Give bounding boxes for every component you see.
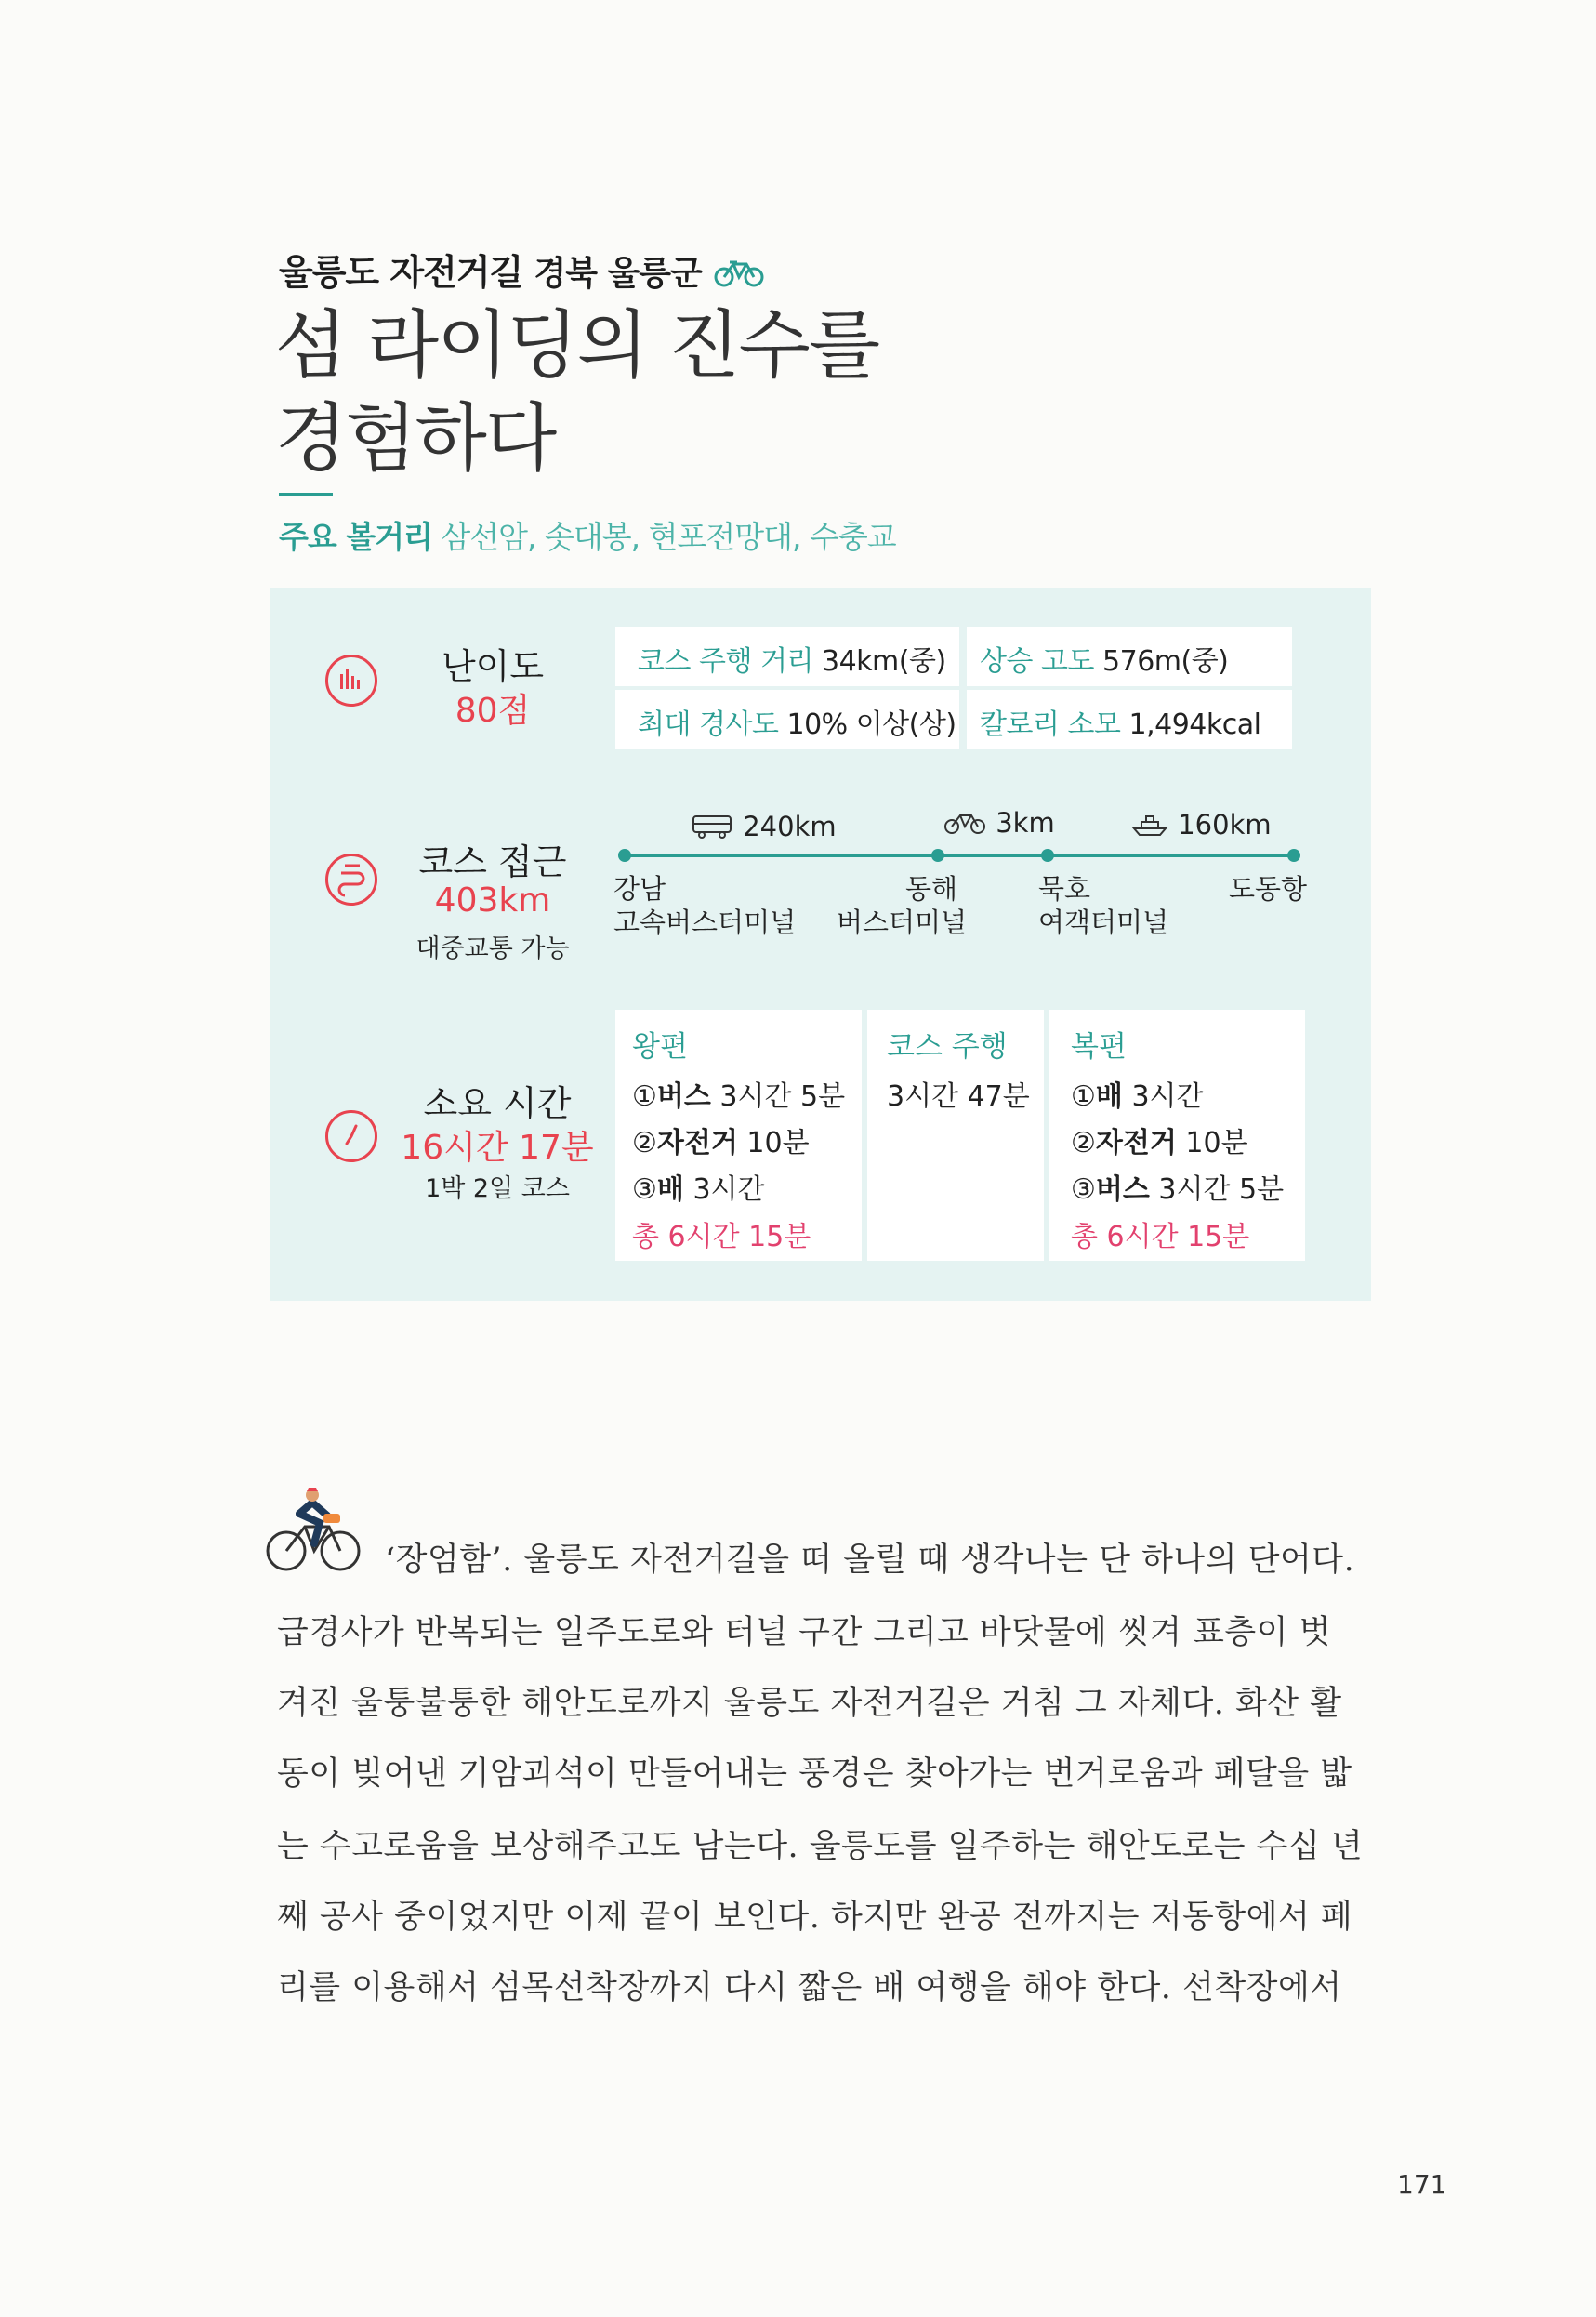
route-region: 경북 울릉군 — [534, 255, 702, 293]
body-line: 급경사가 반복되는 일주도로와 터널 구간 그리고 바닷물에 씻겨 표층이 벗 — [277, 1614, 1331, 1651]
segment-bus — [692, 811, 837, 842]
stop-gangnam — [613, 872, 796, 939]
route-access-icon — [325, 854, 377, 906]
item-number: ① — [1071, 1080, 1096, 1113]
item-mode: 버스 — [656, 1080, 711, 1113]
item-duration: 10분 — [746, 1127, 810, 1159]
time-note: 1박 2일 코스 — [425, 1174, 570, 1203]
bus-icon — [692, 814, 734, 840]
stat-key: 최대 경사도 — [638, 708, 779, 741]
title-line-2: 경험하다 — [275, 395, 556, 482]
stat-value: 576m(중) — [1102, 645, 1229, 678]
route-stop-dot — [618, 849, 631, 862]
item-duration: 10분 — [1185, 1127, 1248, 1159]
item-number: ③ — [1071, 1173, 1096, 1206]
bicycle-icon — [943, 810, 987, 836]
segment-bicycle — [943, 807, 1055, 839]
body-line: 동이 빚어낸 기암괴석이 만들어내는 풍경은 찾아가는 번거로움과 페달을 밟 — [277, 1755, 1352, 1793]
stop-donghae — [837, 872, 968, 939]
body-line: 는 수고로움을 보상해주고도 남는다. 울릉도를 일주하는 해안도로는 수십 년 — [277, 1828, 1364, 1865]
stat-value: 1,494kcal — [1128, 708, 1261, 741]
time-total: 16시간 17분 — [401, 1129, 594, 1167]
segment-ship — [1130, 809, 1272, 841]
stop-name: 도동항 — [1228, 873, 1307, 905]
route-stop-dot — [1287, 849, 1300, 862]
highlights-label: 주요 볼거리 — [279, 519, 432, 555]
item-duration: 3시간 — [692, 1173, 765, 1206]
return-item — [1071, 1120, 1284, 1167]
outbound-title: 왕편 — [632, 1030, 688, 1064]
access-label: 코스 접근 — [418, 841, 567, 882]
time-label: 소요 시간 — [423, 1083, 572, 1124]
riding-value: 3시간 47분 — [887, 1080, 1030, 1113]
item-number: ② — [1071, 1127, 1096, 1159]
access-note: 대중교통 가능 — [415, 934, 570, 963]
highlights-value: 삼선암, 솟대봉, 현포전망대, 수충교 — [441, 519, 896, 555]
stat-distance — [638, 638, 946, 679]
outbound-item — [632, 1074, 845, 1120]
stat-calories — [980, 701, 1260, 742]
stat-key: 칼로리 소모 — [980, 708, 1121, 741]
riding-column — [887, 1023, 1030, 1120]
item-mode: 배 — [656, 1173, 684, 1206]
return-item — [1071, 1074, 1284, 1120]
title-divider — [279, 493, 333, 496]
difficulty-label: 난이도 — [441, 646, 545, 687]
stat-elevation — [980, 638, 1228, 679]
body-line: 리를 이용해서 섬목선착장까지 다시 짧은 배 여행을 해야 한다. 선착장에서 — [277, 1969, 1342, 2006]
stop-name: 강남 — [613, 873, 666, 905]
title-line-1: 섬 라이딩의 진수를 — [275, 302, 879, 389]
stop-name: 묵호 — [1038, 873, 1091, 905]
stat-max-grade — [638, 701, 956, 742]
stop-name: 동해 — [904, 873, 957, 905]
ship-icon — [1130, 812, 1169, 838]
item-number: ② — [632, 1127, 657, 1159]
page-title — [275, 299, 878, 485]
stat-value: 34km(중) — [822, 645, 946, 678]
return-title: 복편 — [1071, 1030, 1127, 1064]
outbound-column — [632, 1023, 845, 1254]
item-number: ① — [632, 1080, 657, 1113]
bicycle-icon — [713, 258, 765, 288]
riding-title: 코스 주행 — [887, 1030, 1008, 1064]
route-title — [279, 244, 765, 295]
return-column — [1071, 1023, 1284, 1254]
return-total: 총 6시간 15분 — [1071, 1221, 1250, 1253]
route-line — [625, 854, 1294, 857]
difficulty-score: 80점 — [455, 692, 531, 730]
segment-distance: 240km — [743, 811, 837, 842]
route-stop-dot — [1041, 849, 1054, 862]
outbound-total: 총 6시간 15분 — [632, 1221, 811, 1253]
stop-dodong — [1208, 872, 1307, 906]
clock-icon — [325, 1110, 377, 1162]
difficulty-bars-icon — [325, 655, 377, 707]
stop-terminal: 고속버스터미널 — [613, 907, 797, 938]
return-item — [1071, 1167, 1284, 1213]
item-mode: 배 — [1095, 1080, 1123, 1113]
stop-mukho — [1038, 872, 1168, 939]
body-line: 겨진 울퉁불퉁한 해안도로까지 울릉도 자전거길은 거침 그 자체다. 화산 활 — [277, 1685, 1342, 1722]
outbound-item — [632, 1120, 845, 1167]
item-duration: 3시간 — [1131, 1080, 1204, 1113]
segment-distance: 3km — [996, 807, 1055, 839]
item-number: ③ — [632, 1173, 657, 1206]
route-name: 울릉도 자전거길 — [279, 252, 523, 293]
outbound-item — [632, 1167, 845, 1213]
item-mode: 버스 — [1095, 1173, 1150, 1206]
item-duration: 3시간 5분 — [719, 1080, 846, 1113]
item-duration: 3시간 5분 — [1158, 1173, 1285, 1206]
body-line: ‘장엄함’. 울릉도 자전거길을 떠 올릴 때 생각나는 단 하나의 단어다. — [385, 1542, 1355, 1579]
stat-value: 10% 이상(상) — [786, 708, 956, 741]
highlights — [279, 513, 896, 557]
stop-terminal: 여객터미널 — [1038, 907, 1169, 938]
access-distance: 403km — [434, 881, 551, 920]
item-mode: 자전거 — [656, 1127, 738, 1159]
stat-key: 상승 고도 — [980, 645, 1094, 678]
stat-key: 코스 주행 거리 — [638, 645, 813, 678]
page-number: 171 — [1397, 2169, 1447, 2200]
cyclist-illustration — [266, 1486, 363, 1575]
route-stop-dot — [931, 849, 944, 862]
item-mode: 자전거 — [1095, 1127, 1177, 1159]
stop-terminal: 버스터미널 — [837, 907, 968, 938]
body-line: 째 공사 중이었지만 이제 끝이 보인다. 하지만 완공 전까지는 저동항에서 페 — [277, 1899, 1353, 1936]
segment-distance: 160km — [1178, 809, 1272, 841]
